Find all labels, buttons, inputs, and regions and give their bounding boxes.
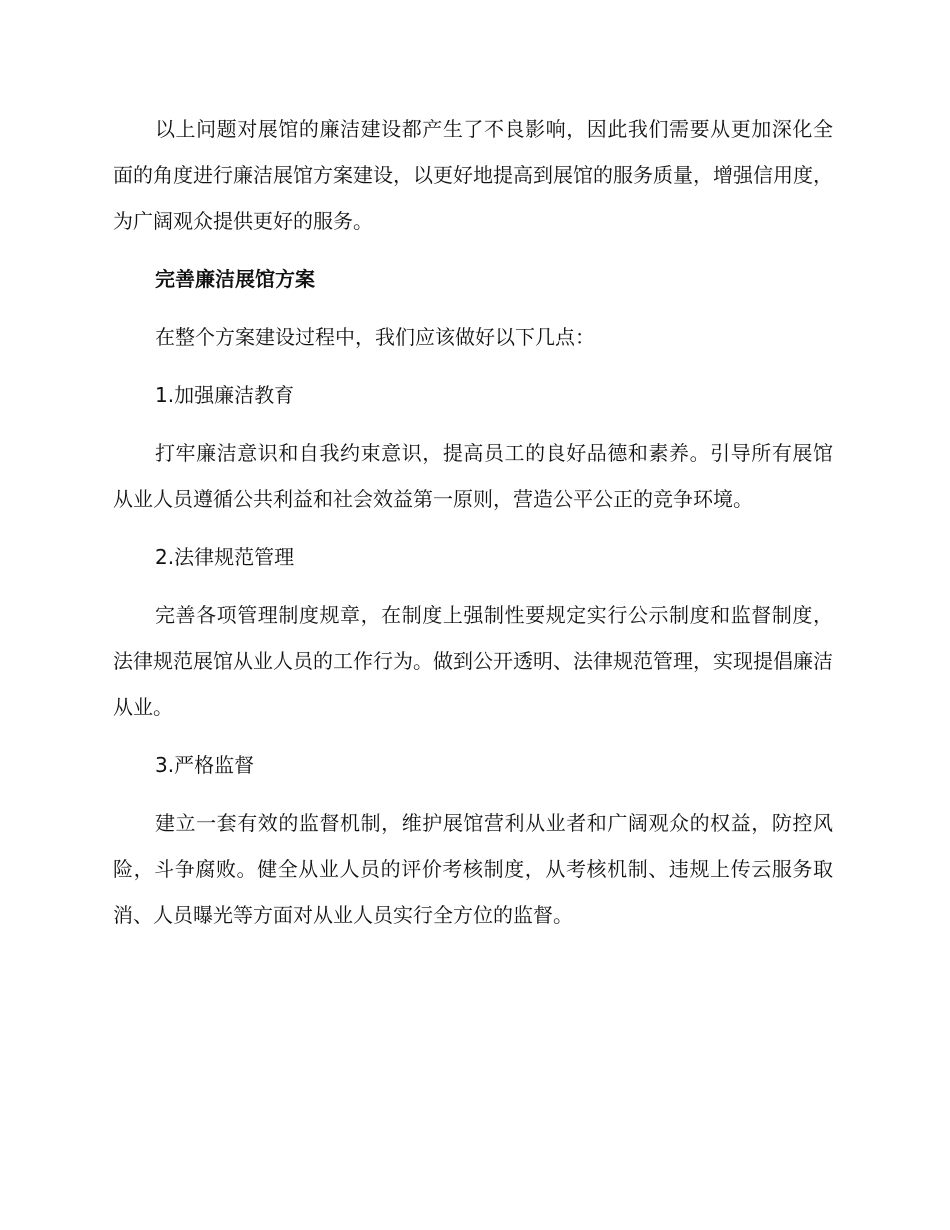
item-body-1: 打牢廉洁意识和自我约束意识，提高员工的良好品德和素养。引导所有展馆从业人员遵循公共利益和社会效益第一原则，营造公平公正的竞争环境。 [113,441,833,511]
section-heading: 完善廉洁展馆方案 [155,267,315,291]
item-body-3: 建立一套有效的监督机制，维护展馆营利从业者和广阔观众的权益，防控风险，斗争腐败。健全从业人员的评价考核制度，从考核机制、违规上传云服务取消、人员曝光等方面对从业人员实行全方位的监督。 [113,811,833,927]
item-title-3: 3.严格监督 [155,753,255,777]
item-body-2: 完善各项管理制度规章，在制度上强制性要规定实行公示制度和监督制度，法律规范展馆从业人员的工作行为。做到公开透明、法律规范管理，实现提倡廉洁从业。 [113,603,833,719]
lead-paragraph: 在整个方案建设过程中，我们应该做好以下几点： [155,325,595,349]
item-title-2: 2.法律规范管理 [155,545,295,569]
intro-paragraph: 以上问题对展馆的廉洁建设都产生了不良影响，因此我们需要从更加深化全面的角度进行廉洁展馆方案建设，以更好地提高到展馆的服务质量，增强信用度，为广阔观众提供更好的服务。 [113,117,833,233]
document-body [113,106,833,950]
item-title-1: 1.加强廉洁教育 [155,383,295,407]
